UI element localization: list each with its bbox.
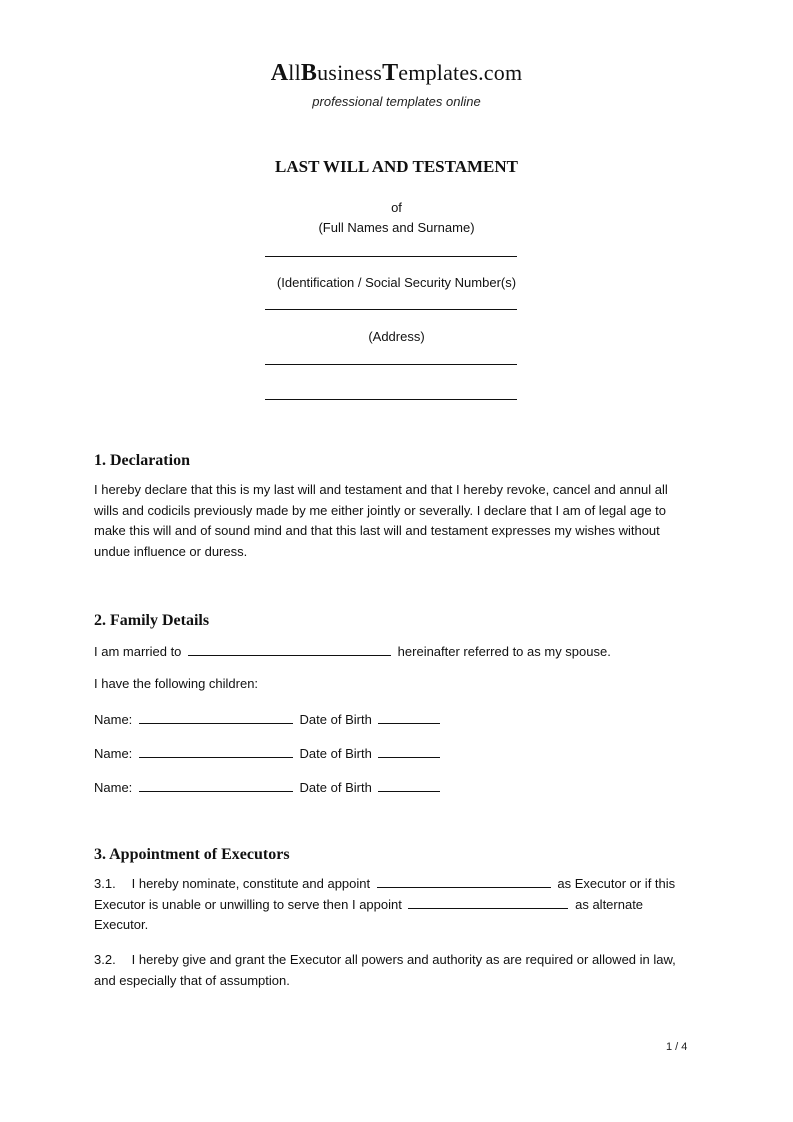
clause-3-1 — [94, 874, 694, 936]
child-row — [94, 710, 443, 727]
clause-text: as alternate — [575, 896, 644, 912]
spouse-suffix: hereinafter referred to as my spouse. — [397, 644, 611, 659]
brand-letter-t: T — [382, 60, 399, 86]
executors-heading: 3. Appointment of Executors — [94, 846, 290, 863]
child-dob-label: Date of Birth — [299, 746, 372, 761]
child-dob-label: Date of Birth — [299, 780, 372, 795]
clause-3-2-line-2: and especially that of assumption. — [94, 972, 290, 988]
child-dob-field[interactable] — [378, 710, 440, 724]
declaration-line: wills and codicils previously made by me either jointly or severally. I declare that I am of legal age to — [94, 502, 667, 518]
clause-text: I hereby give and grant the Executor all powers and authority as are required or allowed in law, — [131, 952, 676, 967]
brand-letter-a: A — [270, 60, 289, 86]
child-name-field[interactable] — [139, 778, 293, 792]
child-name-label: Name: — [94, 780, 133, 795]
clause-number: 3.1. — [94, 876, 116, 891]
clause-text: I hereby nominate, constitute and appoint — [131, 876, 371, 891]
full-names-line — [265, 256, 517, 257]
declaration-heading: 1. Declaration — [94, 452, 190, 469]
address-label: (Address) — [368, 329, 425, 344]
brand-text-ll: ll — [288, 60, 301, 85]
clause-3-1-line-1 — [94, 874, 694, 895]
clause-text: Executor is unable or unwilling to serve then I appoint — [94, 896, 402, 912]
child-name-field[interactable] — [139, 710, 293, 724]
address-line-2 — [265, 399, 517, 400]
child-dob-field[interactable] — [378, 778, 440, 792]
child-name-field[interactable] — [139, 744, 293, 758]
page-number: 1 / 4 — [666, 1041, 688, 1053]
of-label: of — [391, 200, 402, 215]
brand-text-usiness: usiness — [317, 60, 383, 85]
clause-3-2-line-1 — [94, 950, 694, 971]
brand-letter-b: B — [300, 60, 318, 86]
clause-number: 3.2. — [94, 952, 116, 967]
spouse-row — [94, 642, 611, 659]
child-name-label: Name: — [94, 712, 133, 727]
executor-name-field[interactable] — [377, 874, 551, 888]
spouse-prefix: I am married to — [94, 644, 182, 659]
alternate-executor-field[interactable] — [408, 895, 568, 909]
brand-tagline: professional templates online — [312, 94, 481, 109]
clause-3-1-line-2 — [94, 895, 694, 916]
spouse-name-field[interactable] — [188, 642, 391, 656]
clause-text: as Executor or if this — [557, 876, 676, 891]
clause-3-1-line-3: Executor. — [94, 917, 149, 932]
document-title: LAST WILL AND TESTAMENT — [275, 157, 518, 176]
declaration-line: I hereby declare that this is my last will and testament and that I hereby revoke, cancel and annul all — [94, 482, 668, 497]
declaration-line: undue influence or duress. — [94, 543, 248, 559]
child-dob-field[interactable] — [378, 744, 440, 758]
address-line-1 — [265, 364, 517, 365]
identification-label: (Identification / Social Security Number(s) — [276, 275, 517, 290]
declaration-line: make this will and of sound mind and that this last will and testament expresses my wishes without — [94, 523, 660, 538]
declaration-paragraph — [94, 480, 694, 562]
clause-3-2 — [94, 950, 694, 991]
child-name-label: Name: — [94, 746, 133, 761]
family-heading: 2. Family Details — [94, 612, 210, 629]
children-intro: I have the following children: — [94, 676, 259, 691]
identification-line — [265, 309, 517, 310]
child-row — [94, 778, 443, 795]
child-dob-label: Date of Birth — [299, 712, 372, 727]
child-row — [94, 744, 443, 761]
brand-text-emplates: emplates.com — [398, 60, 523, 85]
full-names-label: (Full Names and Surname) — [318, 220, 475, 235]
brand-logo — [0, 60, 793, 87]
